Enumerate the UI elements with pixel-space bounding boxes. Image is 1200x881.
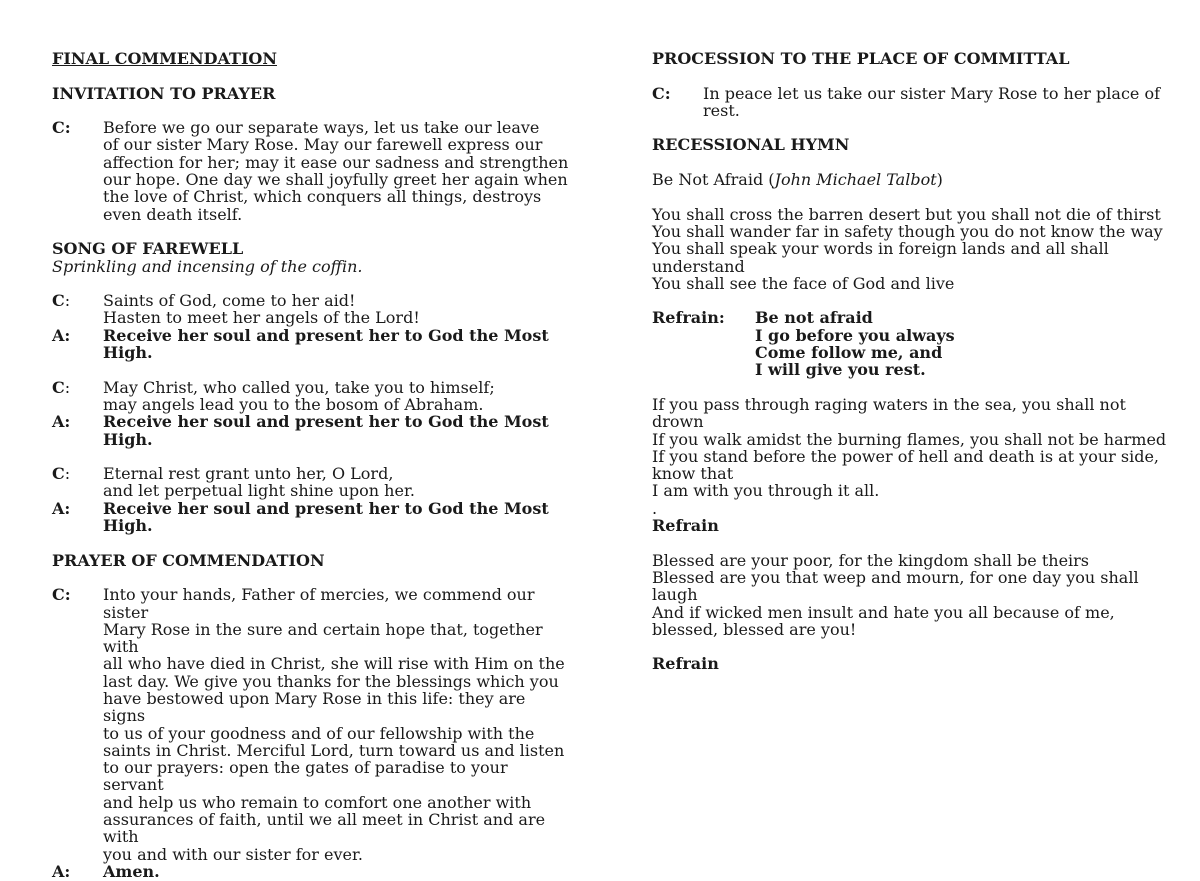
- speaker-label: C:: [52, 585, 71, 605]
- stanza-line: Blessed are your poor, for the kingdom shall be theirs: [652, 550, 1090, 570]
- verse-c: [52, 292, 572, 327]
- prayer-line: Mary Rose in the sure and certain hope that, together with: [103, 619, 543, 657]
- speaker-label: A:: [52, 325, 71, 345]
- verse-line: May Christ, who called you, take you to himself;: [103, 377, 495, 397]
- prayer-block: [52, 586, 572, 863]
- verse-line: Hasten to meet her angels of the Lord!: [103, 308, 420, 328]
- right-page: [652, 50, 1172, 673]
- refrain-line: Be not afraid: [755, 308, 873, 328]
- procession-heading: PROCESSION TO THE PLACE OF COMMITTAL: [652, 49, 1070, 68]
- verse-c: [52, 379, 572, 414]
- refrain-block: [652, 309, 1172, 378]
- verse-line: Saints of God, come to her aid!: [103, 291, 356, 311]
- stanza-1: [652, 206, 1172, 292]
- speaker-label: A:: [52, 412, 71, 432]
- verse-a: [52, 500, 572, 535]
- left-page: [52, 50, 572, 880]
- speaker-label: A:: [52, 498, 71, 518]
- prayer-line: Into your hands, Father of mercies, we commend our sister: [103, 585, 535, 622]
- final-commendation-heading: FINAL COMMENDATION: [52, 49, 277, 68]
- refrain-line: Come follow me, and: [755, 343, 943, 363]
- speaker-colon: :: [64, 464, 71, 484]
- speaker-label: C:: [652, 83, 671, 103]
- verse-a: [52, 413, 572, 448]
- amen-response: Amen.: [103, 861, 160, 881]
- stanza-line: And if wicked men insult and hate you all because of me,: [652, 602, 1115, 622]
- prayer-line: have bestowed upon Mary Rose in this life: they are signs: [103, 688, 526, 726]
- hymn-title-text: Be Not Afraid (: [652, 170, 775, 190]
- refrain-word: Refrain: [652, 654, 719, 674]
- stanza-2: [652, 396, 1172, 517]
- invitation-line: Before we go our separate ways, let us take our leave: [103, 118, 540, 138]
- speaker-label: C: [52, 464, 65, 484]
- stanza-line: know that: [652, 464, 734, 484]
- prayer-line: last day. We give you thanks for the blessings which you: [103, 671, 559, 691]
- hymn-heading: RECESSIONAL HYMN: [652, 135, 850, 155]
- verse-a: [52, 327, 572, 362]
- prayer-line: saints in Christ. Merciful Lord, turn toward us and listen: [103, 740, 565, 760]
- procession-block: [652, 85, 1172, 120]
- hymn-author: John Michael Talbot: [774, 170, 937, 190]
- stanza-line: Blessed are you that weep and mourn, for one day you shall laugh: [652, 567, 1139, 605]
- hymn-title-close: ): [936, 170, 943, 190]
- stanza-line: understand: [652, 256, 745, 276]
- stanza-line: .: [652, 498, 658, 518]
- stanza-line: You shall wander far in safety though you do not know the way: [652, 221, 1163, 241]
- speaker-label: C: [52, 291, 65, 311]
- speaker-label: C:: [52, 118, 71, 138]
- procession-text: In peace let us take our sister Mary Rose to her place of rest.: [703, 83, 1161, 120]
- invitation-line: of our sister Mary Rose. May our farewell express our: [103, 135, 543, 155]
- prayer-line: all who have died in Christ, she will rise with Him on the: [103, 654, 565, 674]
- invitation-line: the love of Christ, which conquers all things, destroys: [103, 187, 542, 207]
- stanza-line: You shall cross the barren desert but you shall not die of thirst: [652, 204, 1161, 224]
- stanza-line: You shall see the face of God and live: [652, 273, 955, 293]
- invitation-block: [52, 119, 572, 223]
- prayer-line: to our prayers: open the gates of paradise to your servant: [103, 758, 508, 795]
- amen-row: [52, 863, 572, 880]
- verse-line: Eternal rest grant unto her, O Lord,: [103, 464, 394, 484]
- response-line: Receive her soul and present her to God the Most High.: [103, 412, 549, 449]
- refrain-line: I go before you always: [755, 325, 955, 345]
- prayer-heading: PRAYER OF COMMENDATION: [52, 550, 325, 570]
- invitation-line: our hope. One day we shall joyfully greet her again when: [103, 170, 568, 190]
- speaker-colon: :: [64, 291, 71, 311]
- verse-c: [52, 465, 572, 500]
- stanza-line: I am with you through it all.: [652, 481, 880, 501]
- refrain-label: Refrain:: [652, 308, 725, 328]
- stanza-line: If you walk amidst the burning flames, you shall not be harmed: [652, 429, 1167, 449]
- speaker-label: C: [52, 377, 65, 397]
- invitation-line: even death itself.: [103, 204, 243, 224]
- prayer-line: assurances of faith, until we all meet in Christ and are with: [103, 810, 546, 847]
- stanza-line: blessed, blessed are you!: [652, 619, 857, 639]
- verse-line: and let perpetual light shine upon her.: [103, 481, 415, 501]
- song-rubric: Sprinkling and incensing of the coffin.: [52, 256, 363, 276]
- verse-line: may angels lead you to the bosom of Abraham.: [103, 394, 484, 414]
- refrain-word: Refrain: [652, 516, 719, 536]
- prayer-line: and help us who remain to comfort one another with: [103, 792, 532, 812]
- response-line: Receive her soul and present her to God the Most High.: [103, 498, 549, 536]
- invitation-heading: INVITATION TO PRAYER: [52, 83, 276, 103]
- prayer-line: you and with our sister for ever.: [103, 844, 363, 864]
- song-heading: SONG OF FAREWELL: [52, 239, 244, 259]
- stanza-line: If you pass through raging waters in the sea, you shall not drown: [652, 394, 1126, 432]
- stanza-line: You shall speak your words in foreign lands and all shall: [652, 239, 1109, 259]
- response-line: Receive her soul and present her to God the Most High.: [103, 325, 549, 363]
- invitation-line: affection for her; may it ease our sadness and strengthen: [103, 152, 569, 172]
- stanza-line: If you stand before the power of hell and death is at your side,: [652, 446, 1160, 466]
- speaker-label: A:: [52, 861, 71, 881]
- speaker-colon: :: [64, 377, 71, 397]
- refrain-line: I will give you rest.: [755, 360, 926, 380]
- prayer-line: to us of your goodness and of our fellowship with the: [103, 723, 535, 743]
- stanza-3: [652, 552, 1172, 638]
- hymn-title: [652, 171, 1172, 188]
